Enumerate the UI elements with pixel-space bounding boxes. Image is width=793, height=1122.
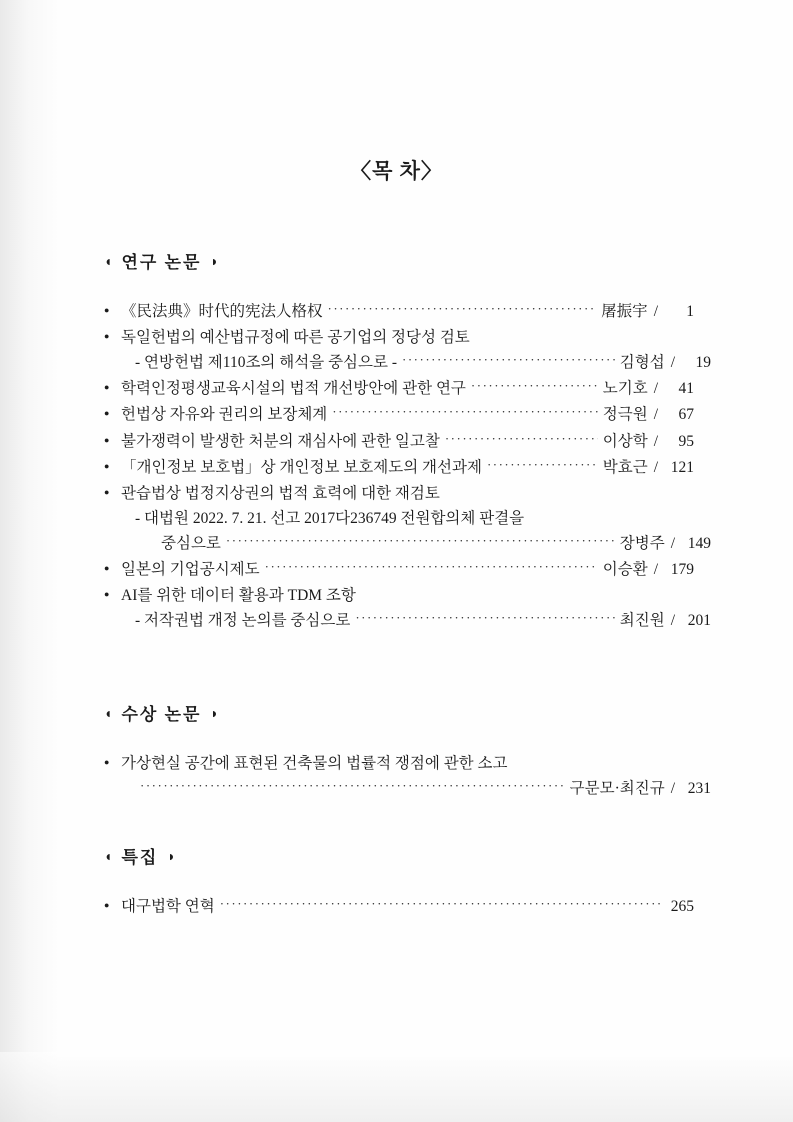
leader-dots xyxy=(471,375,598,396)
entry-page[interactable]: 41 xyxy=(678,380,694,398)
bullet-icon xyxy=(104,485,121,497)
toc-entry[interactable] xyxy=(104,557,694,582)
entry-subtitle: - 저작권법 개정 논의를 중심으로 xyxy=(135,612,351,630)
section-header-special xyxy=(104,843,694,868)
entry-title: 독일헌법의 예산법규정에 따른 공기업의 정당성 검토 xyxy=(121,329,470,347)
entry-page[interactable]: 19 xyxy=(695,354,711,372)
decoration-right-icon: ◗ xyxy=(210,707,219,722)
entry-page[interactable]: 149 xyxy=(687,534,711,552)
entry-page[interactable]: 201 xyxy=(687,612,711,630)
leader-dots xyxy=(140,775,565,796)
entry-title: 학력인정평생교육시설의 법적 개선방안에 관한 연구 xyxy=(121,380,466,398)
entry-author: 박효근 xyxy=(602,458,648,476)
entry-separator: / xyxy=(670,354,675,372)
entry-title: 대구법학 연혁 xyxy=(121,898,215,915)
entry-author: 이승환 xyxy=(602,561,648,579)
toc-entry[interactable] xyxy=(104,402,694,427)
entry-subtitle: - 연방헌법 제110조의 해석을 중심으로 - xyxy=(135,354,397,372)
bullet-icon xyxy=(104,755,121,767)
bullet-icon xyxy=(104,329,121,341)
entry-separator: / xyxy=(670,780,675,798)
entry-author: 구문모·최진규 xyxy=(569,780,665,798)
leader-dots xyxy=(332,401,597,422)
entry-author: 이상학 xyxy=(602,432,648,450)
entry-title: 일본의 기업공시제도 xyxy=(121,561,260,579)
toc-entry[interactable] xyxy=(104,325,711,375)
entry-author: 김형섭 xyxy=(619,354,665,372)
entry-page[interactable]: 121 xyxy=(670,458,694,476)
entry-separator: / xyxy=(670,612,675,630)
section-award-papers xyxy=(104,700,711,802)
entry-title: 「개인정보 보호법」상 개인정보 보호제도의 개선과제 xyxy=(121,458,482,476)
section-header-award xyxy=(104,700,694,725)
entry-subtitle-2: 중심으로 xyxy=(161,534,221,552)
toc-entry[interactable] xyxy=(104,455,694,480)
bullet-icon xyxy=(104,303,121,315)
section-special-feature xyxy=(104,843,694,920)
bullet-icon xyxy=(104,406,121,418)
decoration-left-icon: ◖ xyxy=(104,255,113,270)
toc-entry[interactable] xyxy=(104,429,694,454)
entry-separator: / xyxy=(653,303,658,320)
leader-dots xyxy=(487,454,598,475)
leader-dots xyxy=(402,349,615,370)
bullet-icon xyxy=(104,459,121,471)
entry-page[interactable]: 67 xyxy=(678,406,694,424)
entry-title: 관습법상 법정지상권의 법적 효력에 대한 재검토 xyxy=(121,484,440,502)
entry-separator: / xyxy=(653,561,658,579)
leader-dots xyxy=(226,530,615,551)
entry-page[interactable]: 95 xyxy=(678,432,694,450)
entry-separator: / xyxy=(653,458,658,476)
decoration-left-icon: ◖ xyxy=(104,850,113,865)
decoration-left-icon: ◖ xyxy=(104,707,113,722)
entry-page[interactable]: 265 xyxy=(670,898,694,915)
leader-dots xyxy=(220,893,664,914)
entry-author: 屠振宇 xyxy=(601,302,648,320)
decoration-right-icon: ◗ xyxy=(210,255,219,270)
bullet-icon xyxy=(104,380,121,392)
toc-entry[interactable] xyxy=(104,299,694,324)
section-title: 수상 논문 xyxy=(121,705,202,724)
entry-title: 가상현실 공간에 표현된 건축물의 법률적 쟁점에 관한 소고 xyxy=(121,755,508,772)
leader-dots xyxy=(355,607,614,628)
entry-title: 《民法典》时代的宪法人格权 xyxy=(121,302,323,320)
entry-separator: / xyxy=(670,534,675,552)
section-research-papers xyxy=(104,248,711,634)
entry-title: 헌법상 자유와 권리의 보장체계 xyxy=(121,406,328,424)
toc-entry[interactable] xyxy=(104,583,711,633)
entry-separator: / xyxy=(653,432,658,450)
entry-page[interactable]: 1 xyxy=(686,303,694,320)
section-title: 특집 xyxy=(121,848,159,867)
toc-entry[interactable] xyxy=(104,376,694,401)
decoration-right-icon: ◗ xyxy=(167,850,176,865)
bullet-icon xyxy=(104,898,121,910)
toc-entry[interactable] xyxy=(104,751,711,801)
leader-dots xyxy=(265,556,598,577)
entry-author: 최진원 xyxy=(619,612,665,630)
leader-dots xyxy=(445,428,598,449)
entry-author: 노기호 xyxy=(602,380,648,398)
toc-entry[interactable] xyxy=(104,894,694,919)
bullet-icon xyxy=(104,433,121,445)
section-title: 연구 논문 xyxy=(121,253,202,272)
entry-separator: / xyxy=(653,406,658,424)
leader-dots xyxy=(328,298,597,319)
entry-subtitle: - 대법원 2022. 7. 21. 선고 2017다236749 전원합의체 판결을 xyxy=(135,509,525,527)
entry-title: AI를 위한 데이터 활용과 TDM 조항 xyxy=(121,587,356,605)
entry-author: 장병주 xyxy=(619,534,665,552)
entry-separator: / xyxy=(653,380,658,398)
entry-author: 정극원 xyxy=(602,406,648,424)
toc-entry[interactable] xyxy=(104,481,711,556)
entry-page[interactable]: 179 xyxy=(670,561,694,579)
entry-page[interactable]: 231 xyxy=(687,780,711,798)
section-header-research xyxy=(104,248,694,273)
entry-title: 불가쟁력이 발생한 처분의 재심사에 관한 일고찰 xyxy=(121,432,440,450)
page-title: 〈목 차〉 xyxy=(350,159,443,183)
bullet-icon xyxy=(104,561,121,573)
bullet-icon xyxy=(104,587,121,599)
